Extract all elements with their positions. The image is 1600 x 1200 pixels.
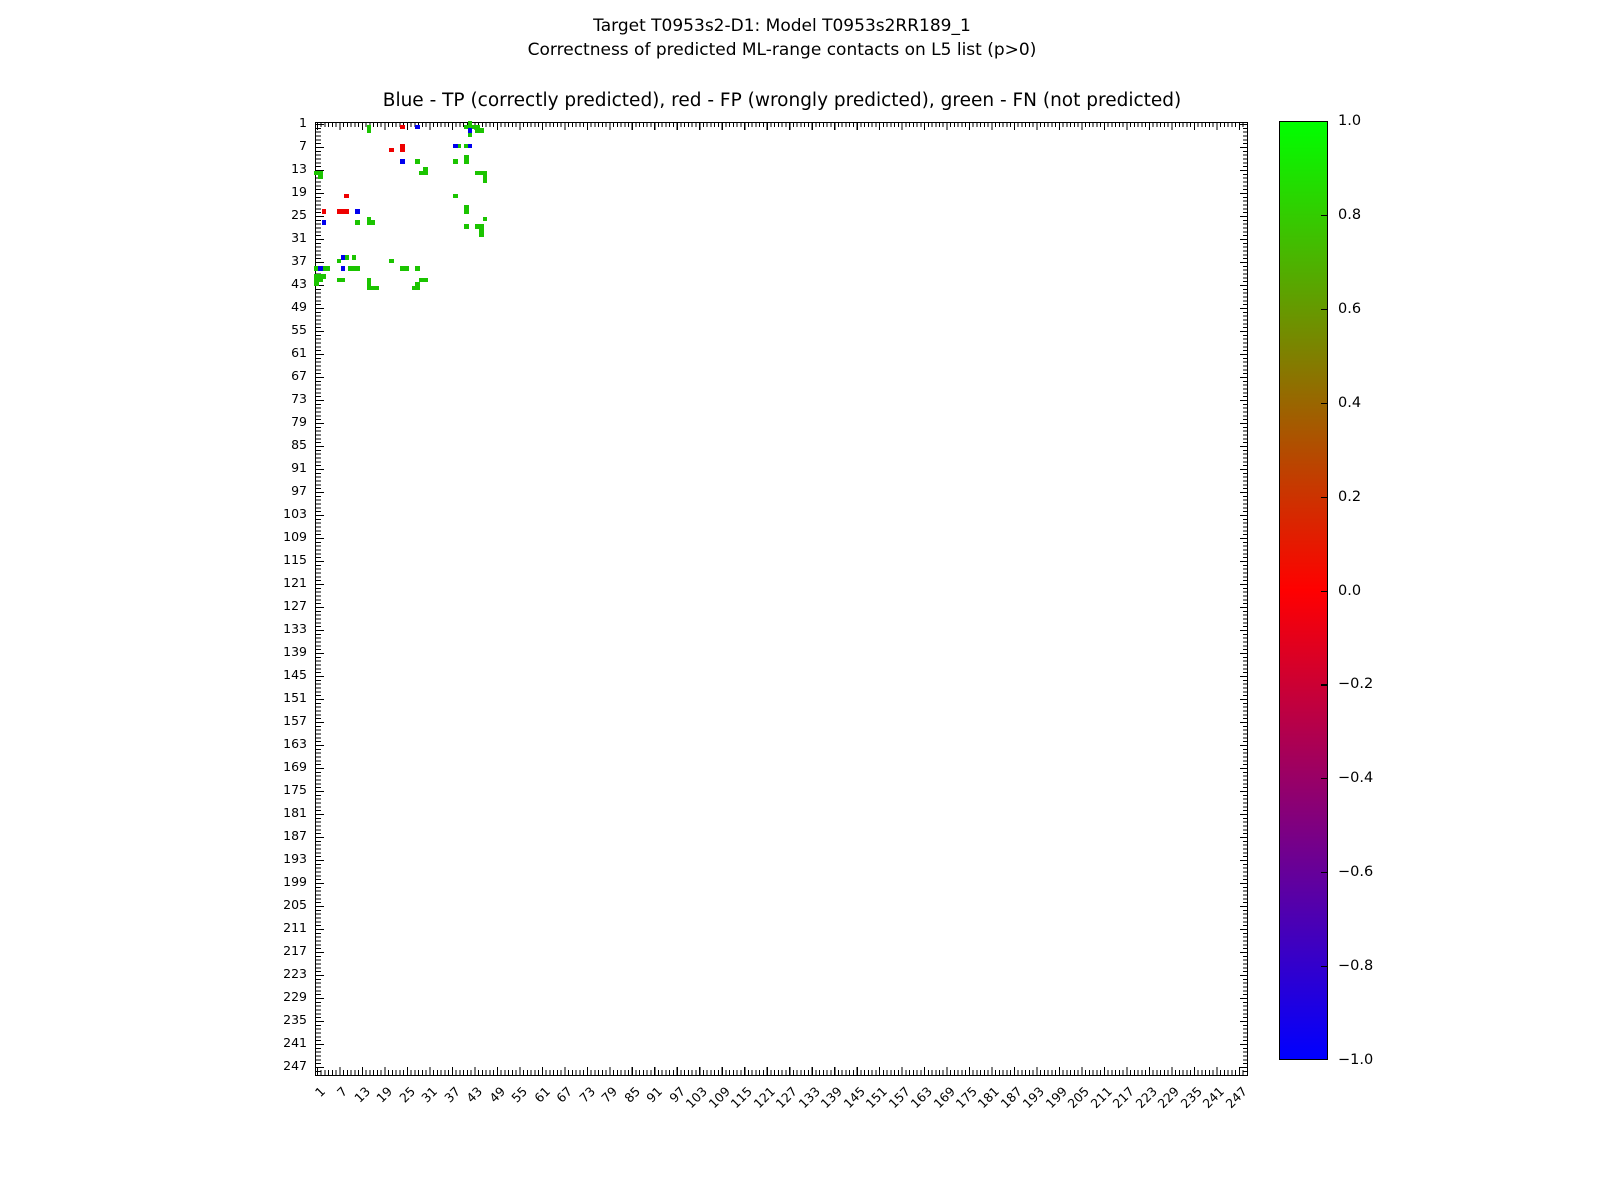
tp-marker (468, 128, 473, 133)
y-tick-label: 85 (291, 437, 307, 453)
y-tick-label: 73 (291, 391, 307, 407)
colorbar-gradient (1280, 122, 1327, 1059)
colorbar-tick (1321, 403, 1327, 404)
fn-marker (389, 259, 394, 264)
fn-marker (370, 220, 375, 225)
tp-marker (415, 125, 420, 130)
axis-ticks-top-minor (317, 123, 1246, 128)
x-tick-label: 223 (1132, 1083, 1160, 1111)
y-tick-label: 13 (291, 161, 307, 177)
x-tick-label: 163 (907, 1083, 936, 1111)
y-tick-label: 241 (283, 1034, 307, 1050)
colorbar-tick (1321, 872, 1327, 873)
x-tick-label: 25 (396, 1083, 419, 1105)
x-tick-label: 91 (643, 1083, 666, 1105)
x-tick-label: 139 (817, 1083, 846, 1111)
y-tick-label: 115 (283, 552, 307, 568)
axis-ticks-right-minor (1243, 124, 1248, 1072)
plot-area (315, 122, 1248, 1076)
y-tick-label: 163 (283, 736, 307, 752)
colorbar-tick (1321, 497, 1327, 498)
x-tick-label: 37 (441, 1083, 463, 1105)
tp-marker (355, 209, 360, 214)
x-tick-label: 127 (772, 1083, 801, 1111)
x-tick-label: 217 (1109, 1083, 1138, 1111)
y-tick-label: 223 (283, 965, 307, 981)
tp-marker (341, 266, 346, 271)
colorbar-tick (1321, 966, 1327, 967)
y-tick-label: 121 (283, 575, 307, 591)
y-tick-label: 31 (291, 230, 307, 246)
x-tick-label: 229 (1154, 1083, 1183, 1111)
fp-marker (389, 148, 394, 153)
axis-ticks-bottom-minor (317, 1070, 1246, 1075)
axis-ticks-right-major (1240, 124, 1248, 1072)
x-tick-label: 211 (1087, 1083, 1115, 1111)
colorbar-tick (1321, 215, 1327, 216)
colorbar-tick (1321, 778, 1327, 779)
y-tick-label: 205 (283, 897, 307, 912)
y-tick-label: 1 (299, 115, 307, 131)
x-tick-label: 181 (975, 1083, 1003, 1111)
fn-marker (453, 194, 458, 199)
tp-marker (341, 255, 346, 260)
y-tick-label: 103 (283, 506, 307, 522)
fn-marker (483, 217, 488, 222)
colorbar-tick-label: 0.8 (1338, 206, 1362, 223)
tp-marker (468, 144, 473, 149)
x-tick-label: 61 (531, 1083, 553, 1105)
x-tick-label: 19 (373, 1083, 396, 1105)
y-tick-label: 37 (291, 253, 307, 269)
tp-marker (318, 266, 323, 271)
x-tick-label: 1 (311, 1083, 329, 1100)
x-tick-label: 145 (840, 1083, 868, 1111)
y-tick-label: 181 (283, 805, 307, 821)
y-tick-label: 169 (283, 759, 307, 775)
x-tick-label: 175 (952, 1083, 981, 1111)
fn-marker (415, 159, 420, 164)
fn-marker (453, 159, 458, 164)
colorbar-tick-label: 1.0 (1338, 113, 1362, 129)
colorbar-tick-label: −0.2 (1338, 676, 1374, 693)
fn-marker (483, 178, 488, 183)
x-tick-label: 205 (1064, 1083, 1093, 1111)
y-tick-label: 217 (283, 942, 307, 958)
axis-ticks-top-major (317, 123, 1246, 131)
fn-marker (479, 232, 484, 237)
colorbar-tick-label: −0.8 (1338, 958, 1374, 975)
fn-marker (318, 174, 323, 179)
y-tick-label: 67 (291, 368, 307, 384)
x-tick-label: 121 (750, 1083, 778, 1111)
x-tick-label: 187 (997, 1083, 1026, 1111)
y-tick-label: 79 (291, 414, 307, 430)
y-tick-label: 7 (299, 138, 307, 154)
x-tick-label: 235 (1177, 1083, 1205, 1111)
axis-ticks-bottom-major (317, 1067, 1246, 1075)
y-tick-label: 199 (283, 874, 307, 890)
y-tick-label: 187 (283, 828, 307, 844)
x-tick-label: 241 (1199, 1083, 1228, 1111)
colorbar-tick-label: 0.0 (1338, 582, 1362, 599)
tp-marker (453, 144, 458, 149)
y-tick-label: 229 (283, 988, 307, 1004)
fn-marker (404, 266, 409, 271)
x-tick-label: 43 (463, 1083, 486, 1105)
tp-marker (400, 159, 405, 164)
y-tick-label: 235 (283, 1011, 307, 1027)
y-tick-label: 247 (283, 1057, 307, 1073)
fn-marker (415, 266, 420, 271)
fn-marker (464, 209, 469, 214)
fn-marker (464, 159, 469, 164)
x-tick-label: 169 (930, 1083, 958, 1111)
x-tick-label: 103 (682, 1083, 711, 1111)
figure-title-line1: Target T0953s2-D1: Model T0953s2RR189_1 (593, 16, 971, 36)
x-tick-label: 67 (553, 1083, 576, 1105)
fp-marker (344, 194, 349, 199)
x-tick-label: 199 (1042, 1083, 1070, 1111)
x-tick-label: 157 (885, 1083, 913, 1111)
y-tick-label: 157 (283, 713, 307, 729)
x-tick-label: 49 (486, 1083, 508, 1105)
fp-marker (400, 125, 405, 130)
fn-marker (423, 171, 428, 176)
fp-marker (344, 209, 349, 214)
y-tick-label: 211 (283, 919, 307, 935)
x-tick-label: 133 (795, 1083, 823, 1111)
y-tick-label: 139 (283, 644, 307, 660)
colorbar-tick-label: −0.6 (1338, 864, 1374, 881)
y-tick-label: 151 (283, 690, 307, 706)
fn-marker (314, 282, 319, 287)
fp-marker (400, 148, 405, 153)
tp-marker (322, 220, 327, 225)
x-tick-label: 85 (620, 1083, 643, 1105)
fn-marker (326, 266, 331, 271)
colorbar-tick (1321, 684, 1327, 685)
y-tick-label: 61 (291, 345, 307, 361)
y-tick-label: 109 (283, 529, 307, 545)
fn-marker (464, 224, 469, 229)
y-tick-label: 91 (291, 460, 307, 476)
x-tick-label: 73 (576, 1083, 598, 1105)
colorbar-tick-label: 0.2 (1338, 488, 1362, 505)
fn-marker (374, 286, 379, 291)
y-tick-label: 133 (283, 621, 307, 637)
axes-title: Blue - TP (correctly predicted), red - FP (wrongly predicted), green - FN (not predicted) (382, 90, 1182, 111)
x-tick-label: 115 (727, 1083, 756, 1111)
fn-marker (352, 255, 357, 260)
x-tick-label: 7 (334, 1083, 351, 1100)
x-tick-label: 247 (1222, 1083, 1250, 1111)
colorbar-tick (1321, 309, 1327, 310)
fp-marker (322, 209, 327, 214)
x-tick-label: 109 (705, 1083, 733, 1111)
fn-marker (355, 266, 360, 271)
fn-marker (415, 286, 420, 291)
y-tick-label: 97 (291, 483, 307, 499)
colorbar-tick (1321, 591, 1327, 592)
x-tick-label: 55 (508, 1083, 531, 1105)
figure-title-line2: Correctness of predicted ML-range contacts on L5 list (p>0) (527, 40, 1037, 60)
y-tick-label: 175 (283, 782, 307, 798)
x-tick-label: 151 (862, 1083, 891, 1111)
y-tick-label: 49 (291, 299, 307, 315)
y-tick-label: 193 (283, 851, 307, 867)
x-tick-label: 31 (418, 1083, 441, 1105)
y-tick-label: 43 (291, 276, 307, 292)
fn-marker (479, 128, 484, 133)
colorbar-tick-label: 0.6 (1338, 300, 1362, 317)
colorbar-tick-label: −0.4 (1338, 770, 1374, 787)
fn-marker (355, 220, 360, 225)
x-tick-label: 13 (351, 1083, 374, 1105)
colorbar-tick-label: 0.4 (1338, 394, 1362, 411)
x-tick-label: 79 (598, 1083, 621, 1105)
fn-marker (367, 128, 372, 133)
y-tick-label: 127 (283, 598, 307, 614)
y-tick-label: 55 (291, 322, 307, 338)
y-tick-label: 19 (291, 184, 307, 200)
x-tick-label: 193 (1020, 1083, 1048, 1111)
fn-marker (341, 278, 346, 283)
y-tick-label: 25 (291, 207, 307, 223)
x-tick-label: 97 (665, 1083, 688, 1105)
colorbar-tick-label: −1.0 (1338, 1052, 1374, 1068)
fn-marker (423, 278, 428, 283)
y-tick-label: 145 (283, 667, 307, 683)
